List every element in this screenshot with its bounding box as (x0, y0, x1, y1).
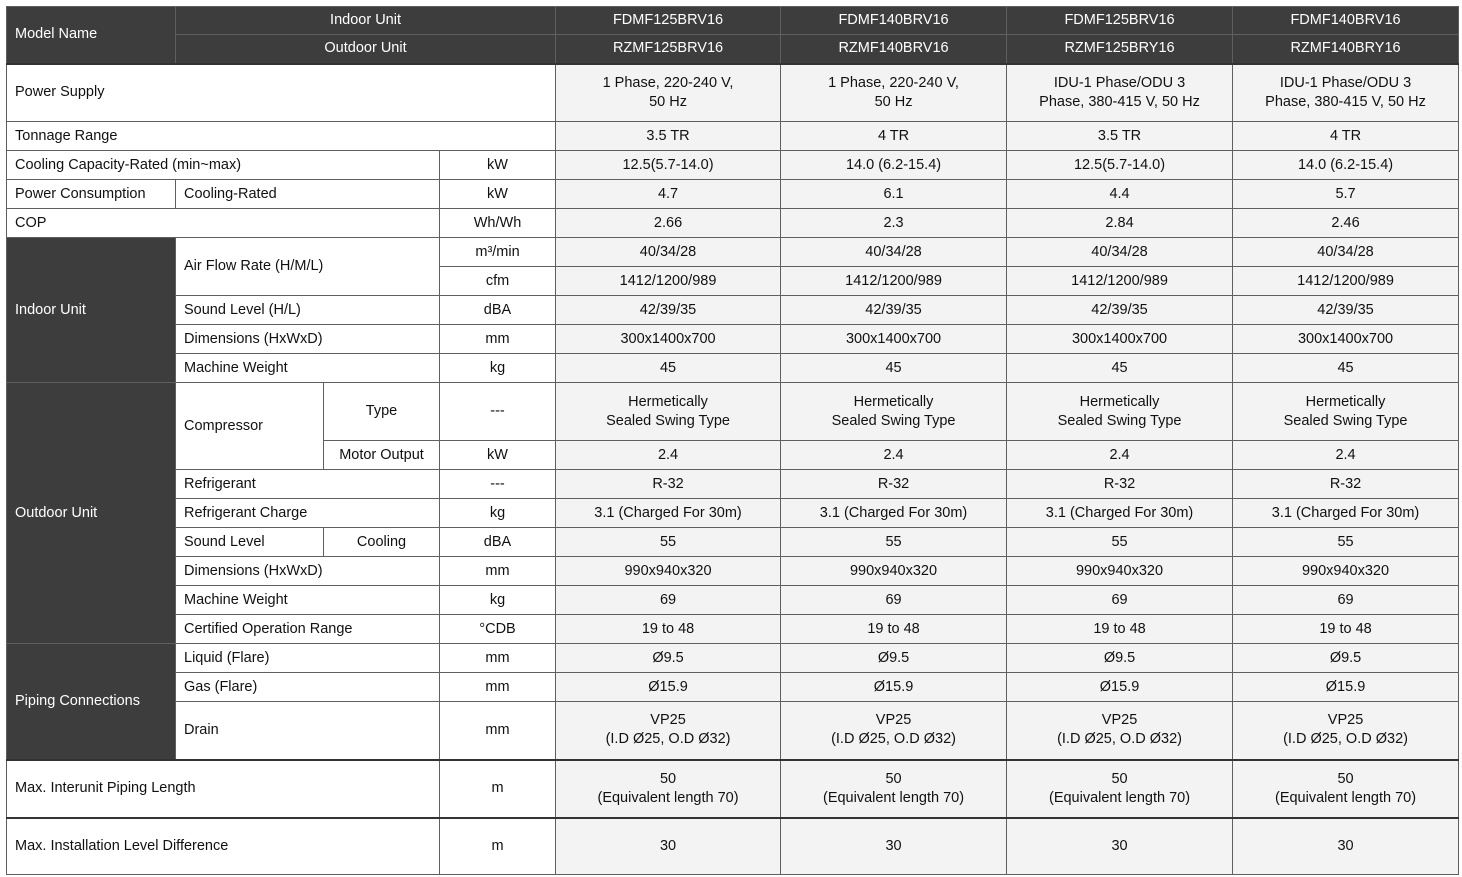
outdoor-weight-label: Machine Weight (176, 586, 440, 615)
gas-unit: mm (440, 673, 556, 702)
gas-value: Ø15.9 (781, 673, 1007, 702)
refrigerant-charge-value: 3.1 (Charged For 30m) (1233, 499, 1459, 528)
row-tonnage (7, 122, 1459, 151)
power-supply-label: Power Supply (7, 64, 556, 122)
power-consumption-label: Power Consumption (7, 180, 176, 209)
max-level-value: 30 (556, 818, 781, 875)
motor-output-label: Motor Output (324, 441, 440, 470)
outdoor-sound-unit: dBA (440, 528, 556, 557)
row-cop (7, 209, 1459, 238)
power-supply-value (1007, 64, 1233, 122)
cooling-capacity-value: 12.5(5.7-14.0) (556, 151, 781, 180)
row-power-consumption (7, 180, 1459, 209)
outdoor-model-2: RZMF140BRV16 (781, 35, 1007, 64)
refrigerant-unit: --- (440, 470, 556, 499)
max-piping-line: 50 (659, 770, 677, 787)
indoor-sound-label: Sound Level (H/L) (176, 296, 440, 325)
gas-value: Ø15.9 (1007, 673, 1233, 702)
power-consumption-sub: Cooling-Rated (176, 180, 440, 209)
drain-line: VP25 (1327, 712, 1364, 729)
power-supply-value (781, 64, 1007, 122)
compressor-type-value (1007, 383, 1233, 441)
refrigerant-charge-value: 3.1 (Charged For 30m) (1007, 499, 1233, 528)
refrigerant-label: Refrigerant (176, 470, 440, 499)
outdoor-dimensions-unit: mm (440, 557, 556, 586)
refrigerant-charge-value: 3.1 (Charged For 30m) (556, 499, 781, 528)
refrigerant-value: R-32 (1007, 470, 1233, 499)
max-piping-label: Max. Interunit Piping Length (7, 760, 440, 818)
operation-range-value: 19 to 48 (1007, 615, 1233, 644)
cop-value: 2.84 (1007, 209, 1233, 238)
indoor-sound-value: 42/39/35 (556, 296, 781, 325)
tonnage-value: 3.5 TR (1007, 122, 1233, 151)
row-max-piping (7, 760, 1459, 818)
tonnage-value: 4 TR (1233, 122, 1459, 151)
operation-range-unit: °CDB (440, 615, 556, 644)
row-outdoor-weight (7, 586, 1459, 615)
power-supply-value (556, 64, 781, 122)
power-consumption-value: 6.1 (781, 180, 1007, 209)
indoor-unit-heading: Indoor Unit (176, 7, 556, 35)
operation-range-label: Certified Operation Range (176, 615, 440, 644)
power-supply-line: IDU-1 Phase/ODU 3 (1279, 74, 1412, 91)
outdoor-dimensions-value: 990x940x320 (556, 557, 781, 586)
operation-range-value: 19 to 48 (781, 615, 1007, 644)
row-piping-gas (7, 673, 1459, 702)
refrigerant-value: R-32 (556, 470, 781, 499)
air-flow-m3-value: 40/34/28 (781, 238, 1007, 267)
motor-output-value: 2.4 (1233, 441, 1459, 470)
row-refrigerant (7, 470, 1459, 499)
compressor-type-value (556, 383, 781, 441)
indoor-dimensions-value: 300x1400x700 (1233, 325, 1459, 354)
spec-table (6, 6, 1459, 875)
cooling-capacity-value: 14.0 (6.2-15.4) (1233, 151, 1459, 180)
max-piping-line: (Equivalent length 70) (822, 789, 965, 806)
max-piping-line: 50 (1337, 770, 1354, 787)
row-piping-drain (7, 702, 1459, 760)
indoor-weight-value: 45 (556, 354, 781, 383)
compressor-type-line: Sealed Swing Type (1283, 412, 1408, 429)
liquid-value: Ø9.5 (1007, 644, 1233, 673)
piping-group-label: Piping Connections (7, 644, 176, 760)
power-supply-value (1233, 64, 1459, 122)
compressor-type-unit: --- (440, 383, 556, 441)
header-row-outdoor (7, 35, 1459, 64)
gas-value: Ø15.9 (556, 673, 781, 702)
row-indoor-sound (7, 296, 1459, 325)
compressor-type-value (1233, 383, 1459, 441)
outdoor-model-1: RZMF125BRV16 (556, 35, 781, 64)
indoor-model-3: FDMF125BRV16 (1007, 7, 1233, 35)
max-piping-line: (Equivalent length 70) (597, 789, 739, 806)
drain-line: (I.D Ø25, O.D Ø32) (1283, 731, 1408, 748)
row-outdoor-sound (7, 528, 1459, 557)
outdoor-dimensions-label: Dimensions (HxWxD) (176, 557, 440, 586)
cop-value: 2.3 (781, 209, 1007, 238)
operation-range-value: 19 to 48 (556, 615, 781, 644)
compressor-type-line: Hermetically (853, 393, 934, 410)
max-piping-line: (Equivalent length 70) (1274, 789, 1417, 806)
max-level-value: 30 (781, 818, 1007, 875)
refrigerant-value: R-32 (1233, 470, 1459, 499)
indoor-dimensions-label: Dimensions (HxWxD) (176, 325, 440, 354)
power-supply-line: 1 Phase, 220-240 V, (602, 74, 734, 91)
outdoor-weight-unit: kg (440, 586, 556, 615)
drain-line: (I.D Ø25, O.D Ø32) (831, 731, 956, 748)
indoor-weight-value: 45 (781, 354, 1007, 383)
max-level-value: 30 (1233, 818, 1459, 875)
drain-value (781, 702, 1007, 760)
indoor-model-4: FDMF140BRV16 (1233, 7, 1459, 35)
outdoor-model-3: RZMF125BRY16 (1007, 35, 1233, 64)
outdoor-model-4: RZMF140BRY16 (1233, 35, 1459, 64)
cop-label: COP (7, 209, 440, 238)
liquid-value: Ø9.5 (1233, 644, 1459, 673)
outdoor-sound-value: 55 (1007, 528, 1233, 557)
compressor-type-value (781, 383, 1007, 441)
row-piping-liquid (7, 644, 1459, 673)
drain-line: VP25 (650, 712, 686, 729)
indoor-weight-unit: kg (440, 354, 556, 383)
max-piping-value (1007, 760, 1233, 818)
air-flow-m3-unit: m³/min (440, 238, 556, 267)
outdoor-dimensions-value: 990x940x320 (781, 557, 1007, 586)
max-piping-value (1233, 760, 1459, 818)
cooling-capacity-label: Cooling Capacity-Rated (min~max) (7, 151, 440, 180)
max-level-value: 30 (1007, 818, 1233, 875)
outdoor-sound-value: 55 (556, 528, 781, 557)
air-flow-cfm-value: 1412/1200/989 (781, 267, 1007, 296)
outdoor-weight-value: 69 (1007, 586, 1233, 615)
motor-output-value: 2.4 (781, 441, 1007, 470)
outdoor-weight-value: 69 (781, 586, 1007, 615)
power-supply-line: 50 Hz (874, 93, 913, 110)
drain-value (556, 702, 781, 760)
outdoor-sound-value: 55 (1233, 528, 1459, 557)
compressor-type-line: Hermetically (1079, 393, 1160, 410)
drain-value (1233, 702, 1459, 760)
tonnage-value: 4 TR (781, 122, 1007, 151)
outdoor-dimensions-value: 990x940x320 (1233, 557, 1459, 586)
power-consumption-value: 5.7 (1233, 180, 1459, 209)
compressor-type-line: Hermetically (1305, 393, 1386, 410)
compressor-type-line: Sealed Swing Type (831, 412, 956, 429)
max-level-label: Max. Installation Level Difference (7, 818, 440, 875)
max-piping-line: (Equivalent length 70) (1048, 789, 1191, 806)
air-flow-cfm-value: 1412/1200/989 (1007, 267, 1233, 296)
indoor-model-1: FDMF125BRV16 (556, 7, 781, 35)
drain-line: VP25 (875, 712, 912, 729)
cop-value: 2.66 (556, 209, 781, 238)
tonnage-label: Tonnage Range (7, 122, 556, 151)
max-level-unit: m (440, 818, 556, 875)
drain-line: (I.D Ø25, O.D Ø32) (605, 731, 731, 748)
max-piping-line: 50 (1111, 770, 1128, 787)
tonnage-value: 3.5 TR (556, 122, 781, 151)
indoor-model-2: FDMF140BRV16 (781, 7, 1007, 35)
row-max-level (7, 818, 1459, 875)
indoor-dimensions-value: 300x1400x700 (556, 325, 781, 354)
outdoor-unit-heading: Outdoor Unit (176, 35, 556, 64)
power-supply-line: IDU-1 Phase/ODU 3 (1053, 74, 1186, 91)
cop-value: 2.46 (1233, 209, 1459, 238)
drain-label: Drain (176, 702, 440, 760)
refrigerant-charge-unit: kg (440, 499, 556, 528)
air-flow-cfm-unit: cfm (440, 267, 556, 296)
power-consumption-value: 4.4 (1007, 180, 1233, 209)
outdoor-dimensions-value: 990x940x320 (1007, 557, 1233, 586)
indoor-sound-unit: dBA (440, 296, 556, 325)
indoor-sound-value: 42/39/35 (781, 296, 1007, 325)
row-indoor-dimensions (7, 325, 1459, 354)
compressor-label: Compressor (176, 383, 324, 470)
max-piping-unit: m (440, 760, 556, 818)
gas-label: Gas (Flare) (176, 673, 440, 702)
refrigerant-charge-label: Refrigerant Charge (176, 499, 440, 528)
liquid-value: Ø9.5 (556, 644, 781, 673)
cooling-capacity-unit: kW (440, 151, 556, 180)
motor-output-unit: kW (440, 441, 556, 470)
compressor-type-line: Sealed Swing Type (606, 412, 730, 429)
row-refrigerant-charge (7, 499, 1459, 528)
indoor-sound-value: 42/39/35 (1007, 296, 1233, 325)
cop-unit: Wh/Wh (440, 209, 556, 238)
indoor-dimensions-value: 300x1400x700 (1007, 325, 1233, 354)
row-outdoor-dimensions (7, 557, 1459, 586)
outdoor-sound-value: 55 (781, 528, 1007, 557)
motor-output-value: 2.4 (556, 441, 781, 470)
air-flow-m3-value: 40/34/28 (1233, 238, 1459, 267)
power-supply-line: 1 Phase, 220-240 V, (828, 74, 959, 91)
indoor-sound-value: 42/39/35 (1233, 296, 1459, 325)
compressor-type-line: Sealed Swing Type (1057, 412, 1182, 429)
outdoor-sound-label: Sound Level (176, 528, 324, 557)
drain-line: (I.D Ø25, O.D Ø32) (1057, 731, 1182, 748)
power-consumption-unit: kW (440, 180, 556, 209)
outdoor-weight-value: 69 (1233, 586, 1459, 615)
power-supply-line: 50 Hz (649, 93, 687, 110)
indoor-unit-group-label: Indoor Unit (7, 238, 176, 383)
operation-range-value: 19 to 48 (1233, 615, 1459, 644)
indoor-weight-value: 45 (1233, 354, 1459, 383)
air-flow-label: Air Flow Rate (H/M/L) (176, 238, 440, 296)
row-indoor-weight (7, 354, 1459, 383)
cooling-capacity-value: 14.0 (6.2-15.4) (781, 151, 1007, 180)
drain-unit: mm (440, 702, 556, 760)
indoor-dimensions-unit: mm (440, 325, 556, 354)
air-flow-cfm-value: 1412/1200/989 (556, 267, 781, 296)
air-flow-m3-value: 40/34/28 (1007, 238, 1233, 267)
outdoor-sound-sub: Cooling (324, 528, 440, 557)
max-piping-value (781, 760, 1007, 818)
outdoor-unit-group-label: Outdoor Unit (7, 383, 176, 644)
refrigerant-value: R-32 (781, 470, 1007, 499)
gas-value: Ø15.9 (1233, 673, 1459, 702)
refrigerant-charge-value: 3.1 (Charged For 30m) (781, 499, 1007, 528)
row-indoor-airflow-m3 (7, 238, 1459, 267)
liquid-value: Ø9.5 (781, 644, 1007, 673)
air-flow-m3-value: 40/34/28 (556, 238, 781, 267)
compressor-type-line: Hermetically (628, 393, 708, 410)
indoor-dimensions-value: 300x1400x700 (781, 325, 1007, 354)
power-supply-line: Phase, 380-415 V, 50 Hz (1265, 93, 1426, 110)
outdoor-weight-value: 69 (556, 586, 781, 615)
air-flow-cfm-value: 1412/1200/989 (1233, 267, 1459, 296)
row-compressor-type (7, 383, 1459, 441)
indoor-weight-value: 45 (1007, 354, 1233, 383)
liquid-label: Liquid (Flare) (176, 644, 440, 673)
header-row-indoor (7, 7, 1459, 35)
max-piping-line: 50 (885, 770, 902, 787)
indoor-weight-label: Machine Weight (176, 354, 440, 383)
motor-output-value: 2.4 (1007, 441, 1233, 470)
row-power-supply (7, 64, 1459, 122)
drain-value (1007, 702, 1233, 760)
cooling-capacity-value: 12.5(5.7-14.0) (1007, 151, 1233, 180)
row-operation-range (7, 615, 1459, 644)
drain-line: VP25 (1101, 712, 1138, 729)
compressor-type-label: Type (324, 383, 440, 441)
liquid-unit: mm (440, 644, 556, 673)
power-consumption-value: 4.7 (556, 180, 781, 209)
max-piping-value (556, 760, 781, 818)
power-supply-line: Phase, 380-415 V, 50 Hz (1039, 93, 1200, 110)
model-name-label: Model Name (7, 7, 176, 64)
row-cooling-capacity (7, 151, 1459, 180)
